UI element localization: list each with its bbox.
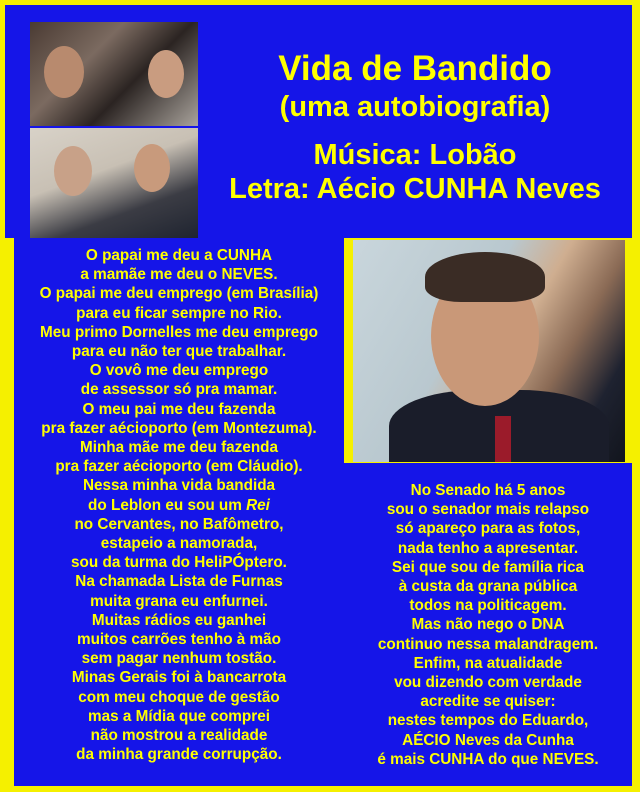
lyric-line xyxy=(344,558,632,577)
lyric-line xyxy=(14,342,344,361)
lyric-line xyxy=(14,438,344,457)
lyric-line xyxy=(14,572,344,591)
lyric-text: para eu ficar sempre no Rio. xyxy=(76,304,282,322)
lyric-text: com meu choque de gestão xyxy=(78,688,280,706)
lyric-text: só apareço para as fotos, xyxy=(395,520,581,538)
lyric-text: pra fazer aécioporto (em Montezuma). xyxy=(41,419,317,437)
lyric-line xyxy=(14,515,344,534)
lyric-line xyxy=(344,750,632,769)
lyric-text: para eu não ter que trabalhar. xyxy=(71,343,287,361)
lyric-text: do Leblon eu sou um xyxy=(88,496,242,514)
lyric-line xyxy=(14,592,344,611)
lyric-line xyxy=(14,668,344,687)
photo-face xyxy=(134,144,170,192)
lyric-text: No Senado há 5 anos xyxy=(410,482,566,499)
lyric-text: O vovô me deu emprego xyxy=(89,362,269,380)
lyrics-credit: Letra: Aécio CUNHA Neves xyxy=(229,173,601,205)
portrait-hair xyxy=(425,252,545,302)
lyric-text: sou da turma do HeliPÓptero. xyxy=(71,554,287,572)
poster-title: Vida de Bandido xyxy=(278,49,552,88)
lyric-text: AÉCIO Neves da Cunha xyxy=(402,731,574,749)
lyric-text: Minas Gerais foi à bancarrota xyxy=(71,669,287,687)
lyric-text: Enfim, na atualidade xyxy=(413,654,563,672)
lyric-text: acredite se quiser: xyxy=(420,693,556,711)
lyric-line xyxy=(344,654,632,673)
lyric-line xyxy=(344,577,632,596)
lyric-line xyxy=(344,615,632,634)
lyric-line xyxy=(14,457,344,476)
lyric-line xyxy=(344,711,632,730)
photo-top-left xyxy=(30,22,198,126)
lyric-text: muita grana eu enfurnei. xyxy=(90,592,268,610)
photo-face xyxy=(148,50,184,98)
lyric-line xyxy=(14,380,344,399)
lyric-line xyxy=(344,481,632,500)
photo-face xyxy=(54,146,92,196)
lyric-text: Minha mãe me deu fazenda xyxy=(79,439,279,457)
portrait-photo xyxy=(353,240,625,462)
lyric-line xyxy=(14,284,344,303)
photo-bottom-left xyxy=(30,128,198,238)
lyrics-left-column xyxy=(14,246,344,764)
lyric-line xyxy=(344,596,632,615)
music-credit: Música: Lobão xyxy=(313,139,517,171)
lyric-line xyxy=(344,500,632,519)
lyric-line xyxy=(14,688,344,707)
lyric-text: é mais CUNHA do que NEVES. xyxy=(377,750,599,768)
lyric-text: da minha grande corrupção. xyxy=(76,746,282,764)
title-block xyxy=(205,48,625,206)
lyric-line xyxy=(14,265,344,284)
lyric-text: O papai me deu a CUNHA xyxy=(85,247,273,264)
lyric-text: estapeio a namorada, xyxy=(100,535,258,553)
portrait-tie xyxy=(495,416,511,462)
lyric-text: de assessor só pra mamar. xyxy=(80,381,278,399)
lyric-line xyxy=(14,246,344,265)
lyric-line xyxy=(14,745,344,764)
lyric-line xyxy=(14,323,344,342)
lyric-text: sem pagar nenhum tostão. xyxy=(81,650,277,668)
lyric-line xyxy=(14,553,344,572)
lyric-line xyxy=(14,726,344,745)
lyric-line xyxy=(14,630,344,649)
lyric-line xyxy=(344,539,632,558)
lyric-line xyxy=(344,519,632,538)
lyric-text: pra fazer aécioporto (em Cláudio). xyxy=(55,458,303,476)
lyric-text: Sei que sou de família rica xyxy=(391,558,585,576)
lyric-line xyxy=(14,707,344,726)
lyric-text: nestes tempos do Eduardo, xyxy=(387,712,589,730)
lyric-text: O meu pai me deu fazenda xyxy=(82,400,276,418)
lyric-line xyxy=(14,476,344,495)
lyric-line xyxy=(14,419,344,438)
lyrics-right-column xyxy=(344,481,632,769)
lyric-line xyxy=(14,361,344,380)
lyric-text: não mostrou a realidade xyxy=(90,727,268,745)
lyric-text: nada tenho a apresentar. xyxy=(397,539,579,557)
lyric-line xyxy=(344,635,632,654)
photo-face xyxy=(44,46,84,98)
lyric-line xyxy=(14,611,344,630)
lyric-text: Mas não nego o DNA xyxy=(411,616,565,634)
lyric-line xyxy=(14,534,344,553)
lyric-text: Meu primo Dornelles me deu emprego xyxy=(40,323,318,341)
lyric-text: mas a Mídia que comprei xyxy=(88,707,270,725)
lyric-text: à custa da grana pública xyxy=(398,578,578,596)
lyric-text: Nessa minha vida bandida xyxy=(82,477,276,495)
lyric-line xyxy=(14,400,344,419)
lyric-text: no Cervantes, no Bafômetro, xyxy=(74,515,284,533)
lyric-text: O papai me deu emprego (em Brasília) xyxy=(39,285,319,303)
lyric-italic-word: Rei xyxy=(241,496,270,514)
poster-subtitle: (uma autobiografia) xyxy=(279,91,551,123)
lyric-line xyxy=(344,673,632,692)
lyric-text: vou dizendo com verdade xyxy=(394,674,582,692)
lyric-line xyxy=(14,649,344,668)
lyric-text: muitos carrões tenho à mão xyxy=(76,631,281,649)
lyric-text: sou o senador mais relapso xyxy=(386,501,590,519)
lyric-text: Muitas rádios eu ganhei xyxy=(91,611,267,629)
lyric-text: todos na politicagem. xyxy=(409,597,567,615)
lyric-text: continuo nessa malandragem. xyxy=(377,635,599,653)
lyric-line xyxy=(344,692,632,711)
lyric-line xyxy=(14,496,344,515)
lyric-line xyxy=(14,304,344,323)
lyric-text: a mamãe me deu o NEVES. xyxy=(80,266,278,284)
lyric-line xyxy=(344,731,632,750)
lyric-text: Na chamada Lista de Furnas xyxy=(75,573,283,591)
